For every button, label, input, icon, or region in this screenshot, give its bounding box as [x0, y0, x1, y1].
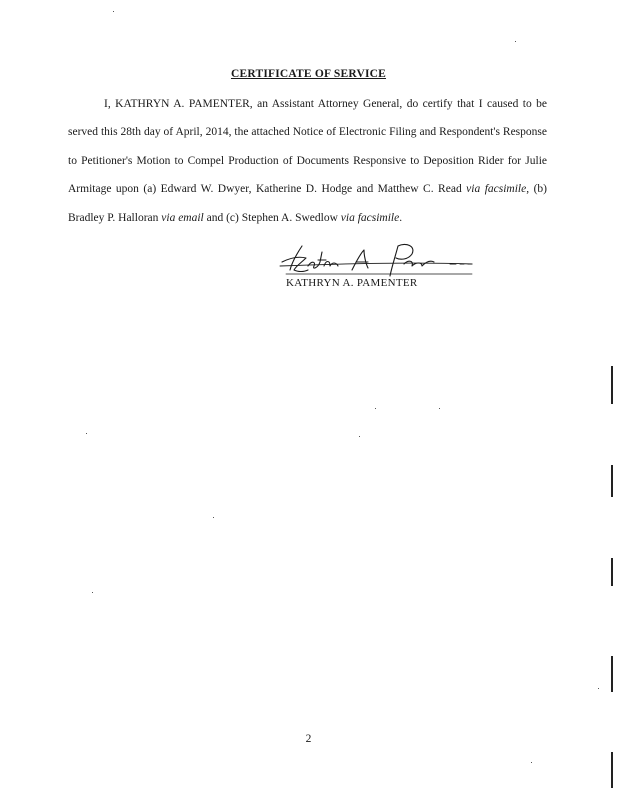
scan-artifact-line: [611, 752, 613, 788]
scan-speck: [598, 688, 599, 689]
paragraph-emphasis-1: via facsimile: [466, 183, 527, 196]
scan-speck: [213, 517, 214, 518]
scan-speck: [359, 436, 360, 437]
signature-block: [272, 236, 492, 296]
page-number: 2: [305, 733, 312, 745]
scan-artifact-line: [611, 465, 613, 497]
scan-speck: [86, 433, 87, 434]
paragraph-text-3: and (c) Stephen A. Swedlow: [203, 211, 341, 224]
paragraph-emphasis-2: via email: [161, 211, 204, 224]
paragraph-text-2: , (b) Bradley P. Halloran: [68, 183, 547, 224]
scan-speck: [515, 41, 516, 42]
certificate-paragraph: [68, 90, 547, 232]
scan-speck: [92, 592, 93, 593]
scan-artifact-line: [611, 366, 613, 404]
scan-artifact-line: [611, 558, 613, 586]
paragraph-emphasis-3: via facsimile: [340, 211, 400, 224]
scan-speck: [375, 408, 376, 409]
paragraph-text-1: I, KATHRYN A. PAMENTER, an Assistant Attorney General, do certify that I caused to be served this 28th day of April, 2014, the attached Notice of Electronic Filing and Respondent's Response to Petitioner's Motion to Compel Production of Documents Responsive to Deposition Rider for Julie Armitage upon (a) Edward W. Dwyer, Katherine D. Hodge and Matthew C. Read: [68, 98, 547, 196]
scan-speck: [113, 11, 114, 12]
scan-speck: [531, 762, 532, 763]
document-title: CERTIFICATE OF SERVICE: [230, 68, 387, 80]
paragraph-text-4: .: [399, 211, 403, 224]
scan-artifact-line: [611, 656, 613, 692]
signer-name: KATHRYN A. PAMENTER: [286, 277, 418, 289]
scan-speck: [439, 408, 440, 409]
